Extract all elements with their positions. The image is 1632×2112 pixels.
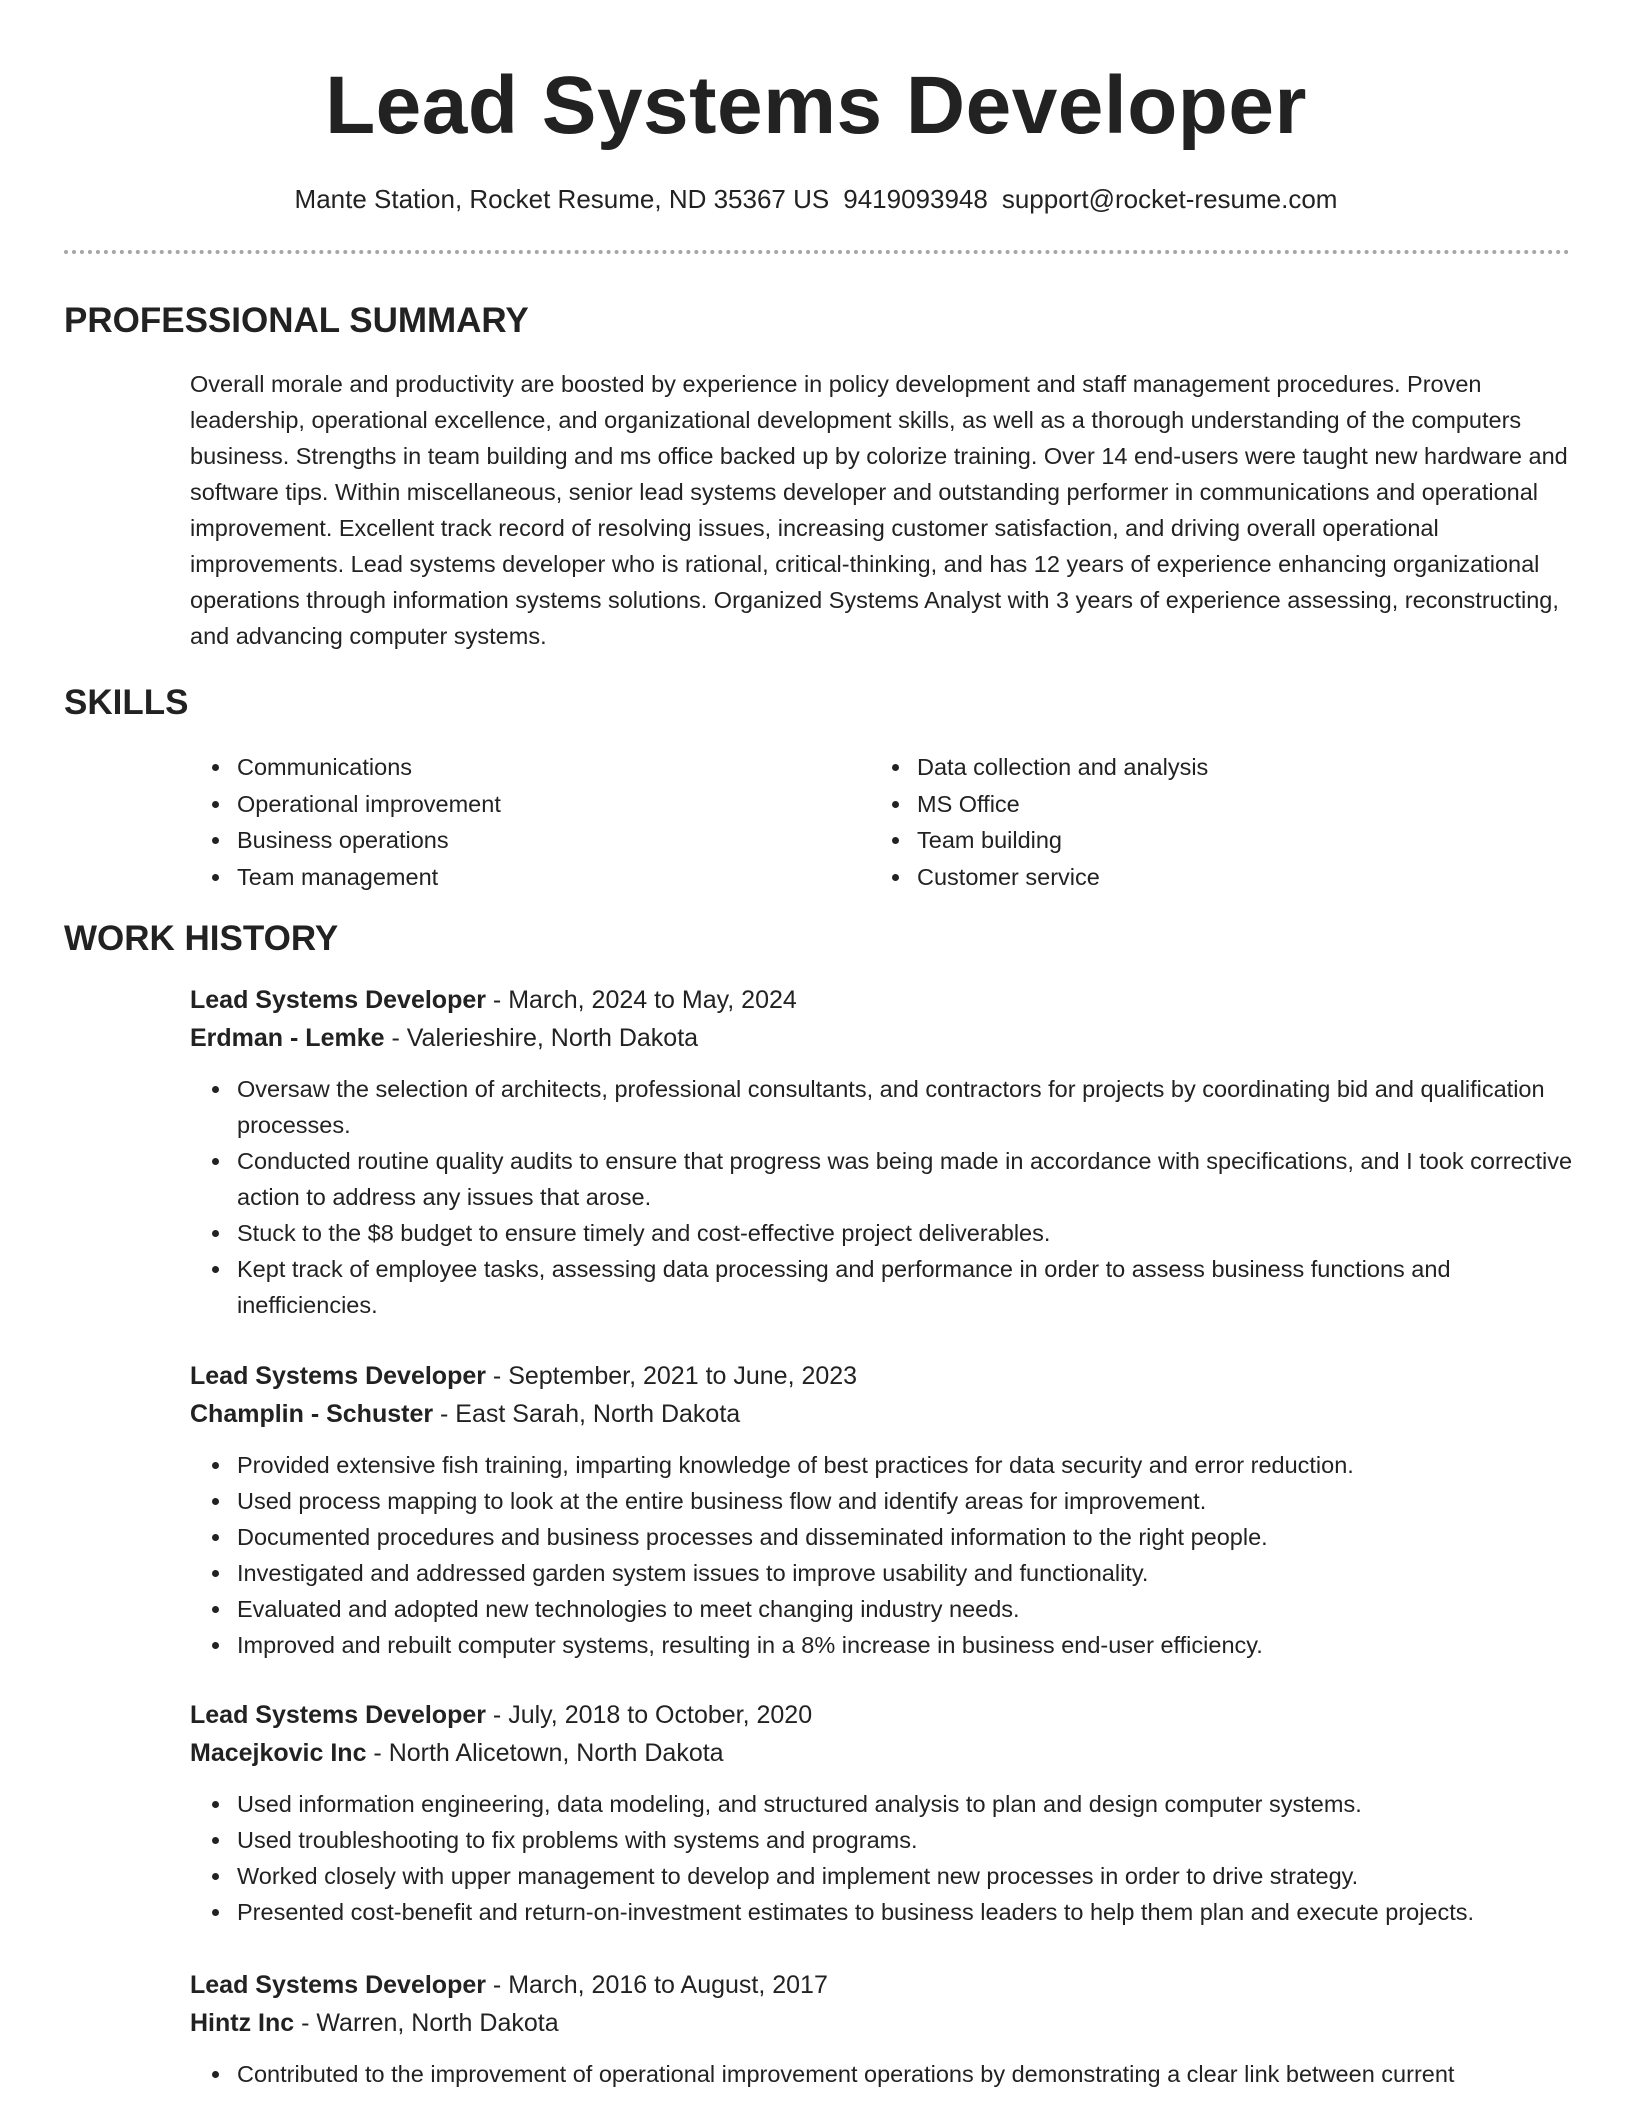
skill-item: • Data collection and analysis (913, 749, 1553, 786)
skill-item: • Team management (233, 859, 853, 896)
skills-list-right (913, 749, 1553, 896)
job-role: Lead Systems Developer (190, 1971, 486, 1999)
job-dates: - September, 2021 to June, 2023 (485, 1362, 858, 1390)
job-entry (190, 1966, 1580, 2092)
job-bullet: • Stuck to the $8 budget to ensure timely and cost-effective project deliverables. (233, 1215, 1580, 1251)
job-dates: - March, 2016 to August, 2017 (485, 1971, 828, 1999)
header-divider (64, 250, 1570, 254)
job-bullet: • Used process mapping to look at the entire business flow and identify areas for improvement. (233, 1483, 1580, 1519)
job-bullet: • Provided extensive fish training, imparting knowledge of best practices for data security and error reduction. (233, 1447, 1580, 1483)
job-role-line (190, 1357, 1580, 1395)
job-entry (190, 981, 1580, 1323)
job-bullet: • Worked closely with upper management to develop and implement new processes in order to drive strategy. (233, 1858, 1580, 1894)
job-location: - North Alicetown, North Dakota (366, 1739, 724, 1767)
skills-title: SKILLS (64, 683, 189, 722)
skill-item: • Team building (913, 822, 1553, 859)
job-bullet: • Oversaw the selection of architects, professional consultants, and contractors for projects by coordinating bid and qualification processes. (233, 1071, 1580, 1143)
job-bullet: • Contributed to the improvement of operational improvement operations by demonstrating a clear link between current (233, 2056, 1580, 2092)
job-role: Lead Systems Developer (190, 1362, 486, 1390)
contact-line (0, 182, 1632, 216)
job-location: - Valerieshire, North Dakota (384, 1024, 699, 1052)
skill-item: • Communications (233, 749, 853, 786)
job-bullet: • Conducted routine quality audits to ensure that progress was being made in accordance with specifications, and I took corrective action to address any issues that arose. (233, 1143, 1580, 1215)
contact-address: Mante Station, Rocket Resume, ND 35367 US (294, 184, 830, 214)
job-location: - Warren, North Dakota (294, 2009, 559, 2037)
job-bullets (233, 1786, 1580, 1930)
job-dates: - March, 2024 to May, 2024 (485, 986, 797, 1014)
job-bullets (233, 2056, 1580, 2092)
job-entry (190, 1696, 1580, 1930)
job-location: - East Sarah, North Dakota (433, 1400, 741, 1428)
job-role-line (190, 1696, 1580, 1734)
job-company-line (190, 1019, 1580, 1057)
job-bullet: • Evaluated and adopted new technologies to meet changing industry needs. (233, 1591, 1580, 1627)
job-role: Lead Systems Developer (190, 1701, 486, 1729)
job-bullet: • Used information engineering, data modeling, and structured analysis to plan and design computer systems. (233, 1786, 1580, 1822)
job-company-line (190, 1395, 1580, 1433)
skills-list-left (233, 749, 853, 896)
job-bullet: • Investigated and addressed garden system issues to improve usability and functionality. (233, 1555, 1580, 1591)
work-history-title: WORK HISTORY (64, 919, 339, 958)
resume-name: Lead Systems Developer (325, 60, 1307, 151)
job-role-line (190, 981, 1580, 1019)
summary-text: Overall morale and productivity are boosted by experience in policy development and staff management procedures. Proven leadership, operational excellence, and organizational development skills, as well as a thorough understanding of the computers business. Strengths in team building and ms office backed up by colorize training. Over 14 end-users were taught new hardware and software tips. Within miscellaneous, senior lead systems developer and outstanding performer in communications and operational improvement. Excellent track record of resolving issues, increasing customer satisfaction, and driving overall operational improvements. Lead systems developer who is rational, critical-thinking, and has 12 years of experience enhancing organizational operations through information systems solutions. Organized Systems Analyst with 3 years of experience assessing, reconstructing, and advancing computer systems. (190, 371, 1568, 649)
skill-item: • MS Office (913, 786, 1553, 823)
job-bullets (233, 1447, 1580, 1663)
skill-item: • Operational improvement (233, 786, 853, 823)
job-role-line (190, 1966, 1580, 2004)
job-role: Lead Systems Developer (190, 986, 486, 1014)
job-bullet: • Kept track of employee tasks, assessing data processing and performance in order to assess business functions and inefficiencies. (233, 1251, 1580, 1323)
skill-item: • Customer service (913, 859, 1553, 896)
job-company-line (190, 2004, 1580, 2042)
job-bullet: • Improved and rebuilt computer systems, resulting in a 8% increase in business end-user efficiency. (233, 1627, 1580, 1663)
job-company: Macejkovic Inc (190, 1739, 367, 1767)
job-dates: - July, 2018 to October, 2020 (485, 1701, 813, 1729)
job-company: Hintz Inc (190, 2009, 295, 2037)
job-bullet: • Documented procedures and business processes and disseminated information to the right people. (233, 1519, 1580, 1555)
job-company: Champlin - Schuster (190, 1400, 434, 1428)
job-entry (190, 1357, 1580, 1663)
contact-email: support@rocket-resume.com (1001, 184, 1338, 214)
job-bullet: • Presented cost-benefit and return-on-investment estimates to business leaders to help them plan and execute projects. (233, 1894, 1580, 1930)
job-company: Erdman - Lemke (190, 1024, 385, 1052)
contact-phone: 9419093948 (843, 184, 988, 214)
job-bullets (233, 1071, 1580, 1323)
job-company-line (190, 1734, 1580, 1772)
summary-title: PROFESSIONAL SUMMARY (64, 301, 529, 340)
job-bullet: • Used troubleshooting to fix problems with systems and programs. (233, 1822, 1580, 1858)
skill-item: • Business operations (233, 822, 853, 859)
